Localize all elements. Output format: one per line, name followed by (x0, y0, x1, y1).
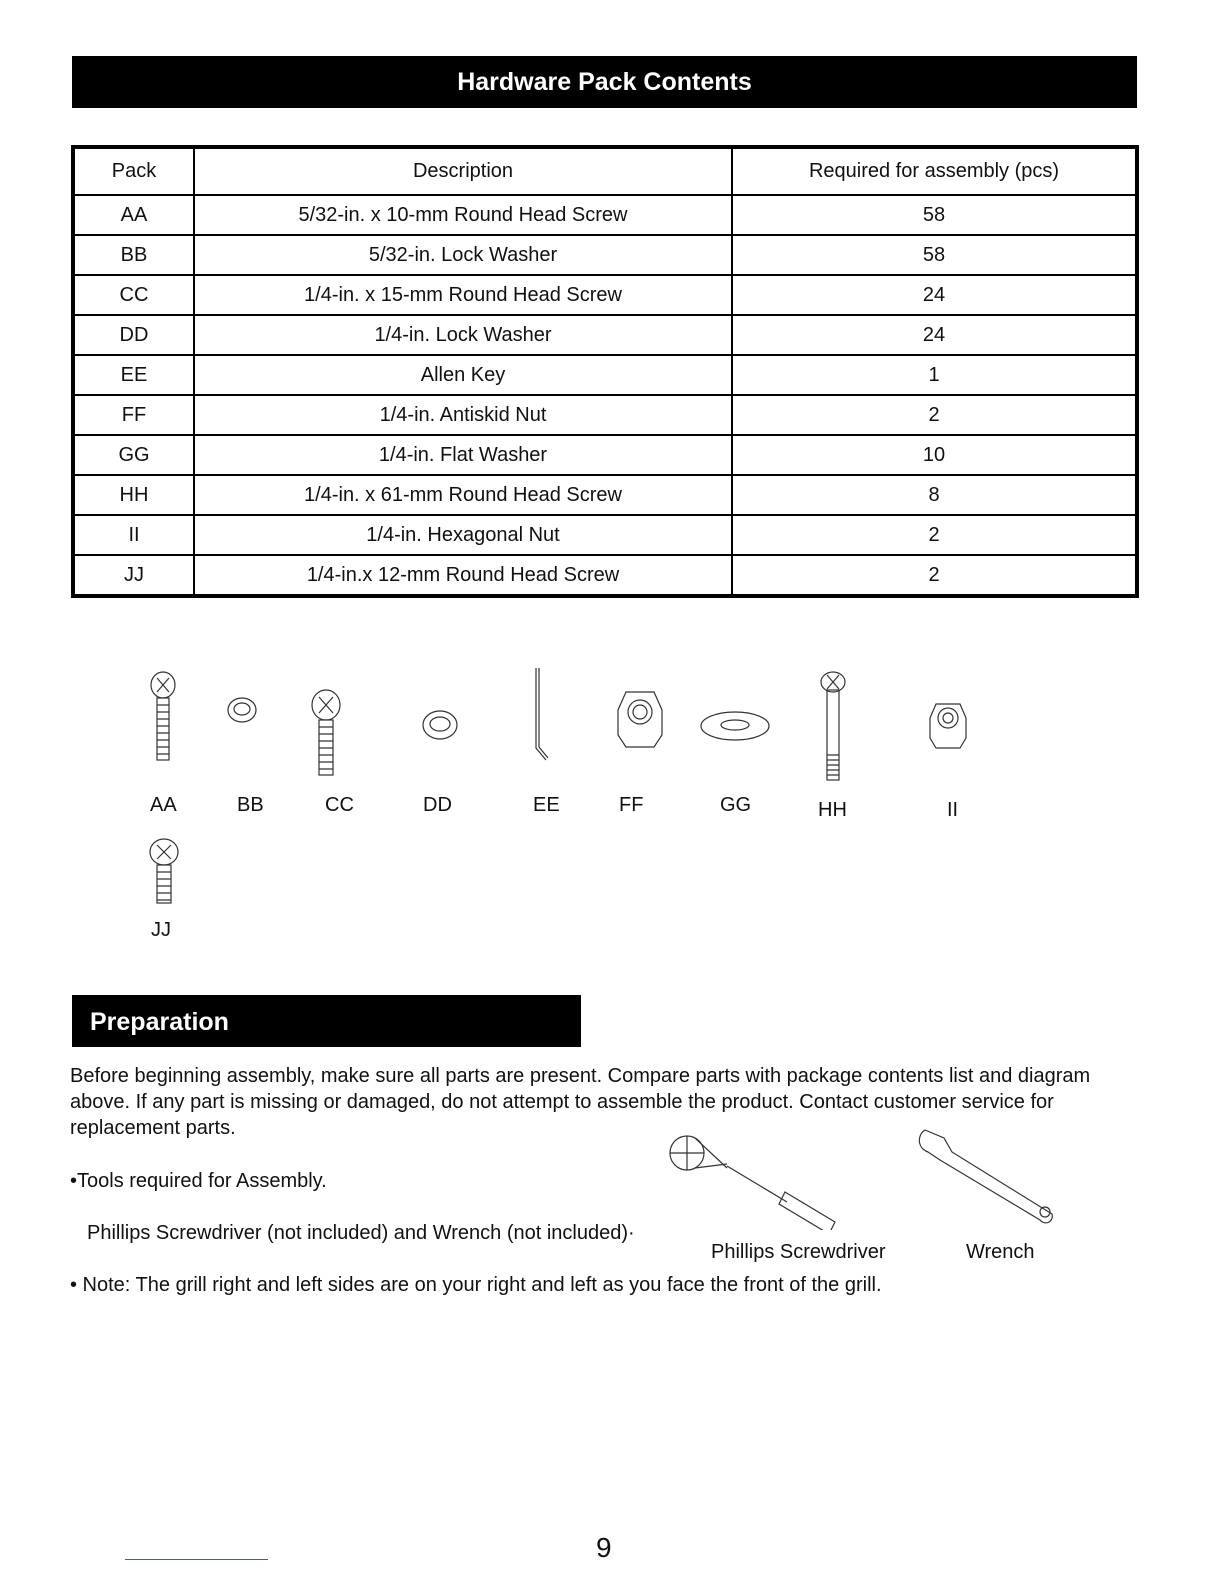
screwdriver-label: Phillips Screwdriver (711, 1241, 886, 1263)
section-header-preparation: Preparation (72, 995, 581, 1047)
table-row (73, 315, 1137, 355)
part-label: CC (325, 794, 354, 816)
pack-cell: EE (73, 355, 194, 395)
description-cell: 5/32-in. x 10-mm Round Head Screw (194, 195, 732, 235)
page-number: 9 (596, 1532, 612, 1563)
tools-heading: •Tools required for Assembly. (70, 1170, 327, 1192)
screw-jj-icon (150, 839, 178, 903)
table-row (73, 275, 1137, 315)
table-row (73, 435, 1137, 475)
pack-cell: HH (73, 475, 194, 515)
description-cell: 1/4-in.x 12-mm Round Head Screw (194, 555, 732, 596)
column-header: Description (194, 147, 732, 195)
quantity-cell: 24 (732, 275, 1137, 315)
preparation-intro: Before beginning assembly, make sure all parts are present. Compare parts with package contents list and diagram above. If any part is missing or damaged, do not attempt to assemble the product. Contact customer service for replacement parts. (70, 1065, 1091, 1139)
column-header: Pack (73, 147, 194, 195)
lock-washer-dd-icon (423, 711, 457, 739)
description-cell: 1/4-in. Hexagonal Nut (194, 515, 732, 555)
pack-cell: II (73, 515, 194, 555)
lock-washer-bb-icon (228, 698, 256, 722)
quantity-cell: 2 (732, 555, 1137, 596)
quantity-cell: 10 (732, 435, 1137, 475)
description-cell: 1/4-in. x 15-mm Round Head Screw (194, 275, 732, 315)
pack-cell: CC (73, 275, 194, 315)
description-cell: 1/4-in. Lock Washer (194, 315, 732, 355)
table-row (73, 395, 1137, 435)
quantity-cell: 24 (732, 315, 1137, 355)
table-header-row (73, 147, 1137, 195)
pack-cell: JJ (73, 555, 194, 596)
orientation-note: • Note: The grill right and left sides are on your right and left as you face the front of the grill. (70, 1274, 882, 1296)
part-label: EE (533, 794, 560, 816)
pack-cell: DD (73, 315, 194, 355)
hex-nut-ii-icon (930, 704, 966, 748)
table-row (73, 515, 1137, 555)
flat-washer-gg-icon (701, 712, 769, 740)
quantity-cell: 8 (732, 475, 1137, 515)
description-cell: 5/32-in. Lock Washer (194, 235, 732, 275)
pack-cell: GG (73, 435, 194, 475)
screw-aa-icon (151, 672, 175, 760)
part-label: AA (150, 794, 177, 816)
part-label: BB (237, 794, 264, 816)
description-cell: 1/4-in. Antiskid Nut (194, 395, 732, 435)
part-label: JJ (151, 919, 171, 941)
wrench-icon (919, 1130, 1052, 1223)
phillips-screwdriver-icon (670, 1136, 835, 1230)
screw-cc-icon (312, 690, 340, 775)
part-label: FF (619, 794, 644, 816)
pack-cell: BB (73, 235, 194, 275)
screw-hh-icon (821, 672, 845, 780)
part-label: DD (423, 794, 452, 816)
footer-line (125, 1559, 268, 1560)
description-cell: Allen Key (194, 355, 732, 395)
hardware-table (71, 145, 1139, 598)
table-row (73, 235, 1137, 275)
antiskid-nut-ff-icon (618, 692, 662, 747)
pack-cell: FF (73, 395, 194, 435)
column-header: Required for assembly (pcs) (732, 147, 1137, 195)
part-label: GG (720, 794, 752, 816)
table-row (73, 555, 1137, 596)
tools-illustration (660, 1120, 1060, 1230)
table-row (73, 195, 1137, 235)
table-row (73, 355, 1137, 395)
description-cell: 1/4-in. Flat Washer (194, 435, 732, 475)
allen-key-ee-icon (536, 668, 548, 760)
quantity-cell: 1 (732, 355, 1137, 395)
pack-cell: AA (73, 195, 194, 235)
part-label: HH (818, 799, 847, 821)
quantity-cell: 2 (732, 515, 1137, 555)
section-header-hardware: Hardware Pack Contents (72, 56, 1137, 108)
tools-line: Phillips Screwdriver (not included) and Wrench (not included)· (87, 1222, 635, 1244)
description-cell: 1/4-in. x 61-mm Round Head Screw (194, 475, 732, 515)
table-row (73, 475, 1137, 515)
part-label: II (947, 799, 959, 821)
quantity-cell: 2 (732, 395, 1137, 435)
wrench-label: Wrench (966, 1241, 1035, 1263)
quantity-cell: 58 (732, 195, 1137, 235)
quantity-cell: 58 (732, 235, 1137, 275)
